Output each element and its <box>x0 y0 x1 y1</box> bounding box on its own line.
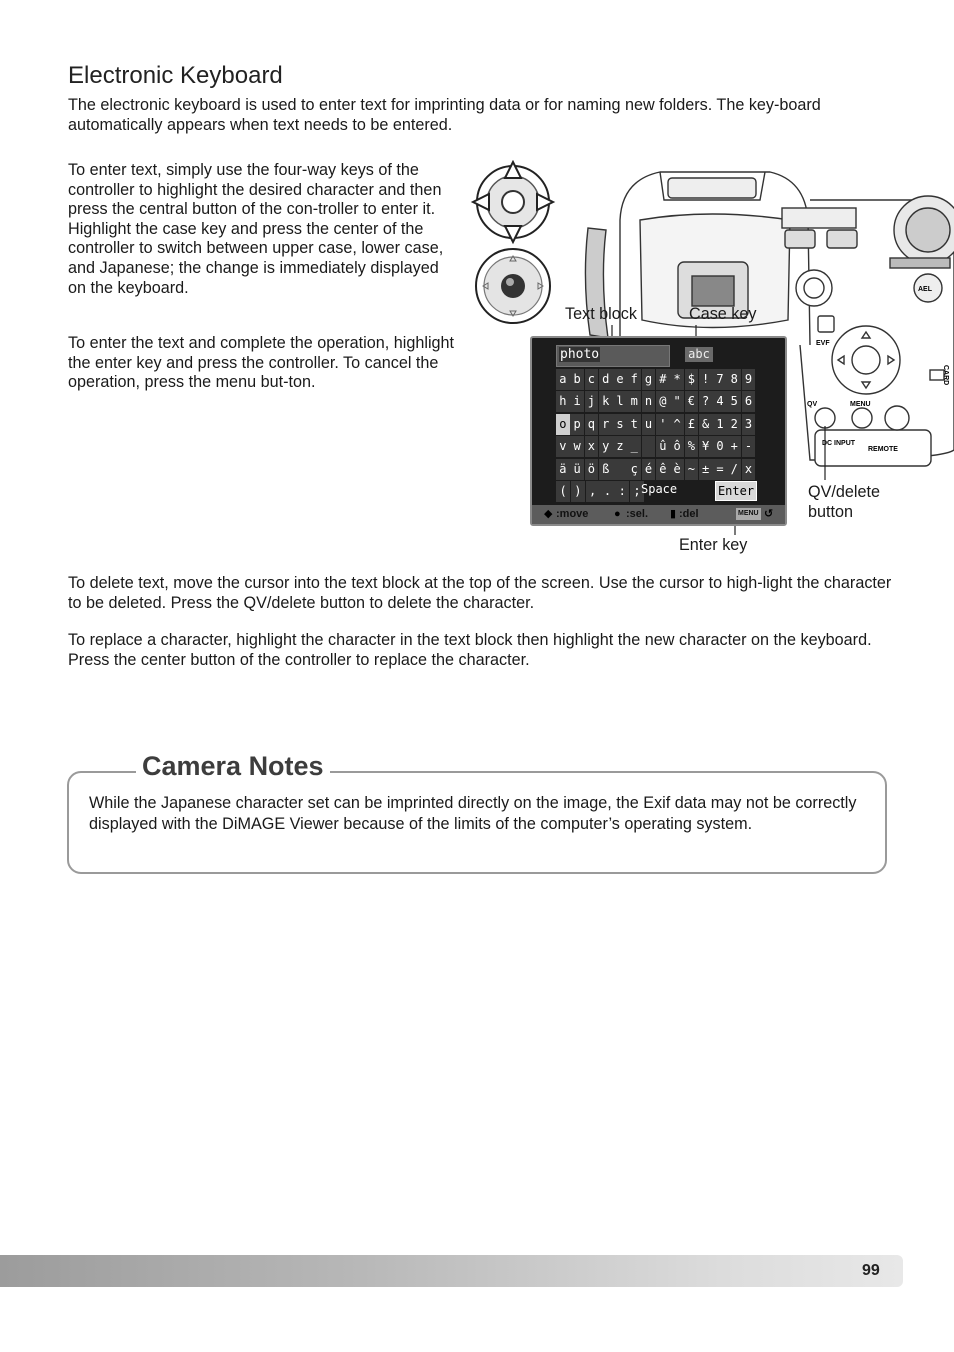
key[interactable]: ¥ <box>699 436 713 457</box>
keyboard-row <box>556 436 756 458</box>
key[interactable]: 9 <box>742 369 756 390</box>
case-key[interactable]: abc <box>685 347 713 362</box>
key[interactable]: 8 <box>727 369 741 390</box>
key[interactable]: , <box>586 481 600 502</box>
key[interactable]: 1 <box>713 414 727 435</box>
key[interactable] <box>613 459 627 480</box>
key[interactable]: i <box>570 391 584 412</box>
delete-hint: :del <box>679 508 699 520</box>
key[interactable]: s <box>613 414 627 435</box>
key[interactable]: ^ <box>670 414 684 435</box>
key[interactable]: ; <box>630 481 644 502</box>
key[interactable]: * <box>670 369 684 390</box>
key[interactable]: + <box>727 436 741 457</box>
key[interactable]: = <box>713 459 727 480</box>
key[interactable]: ) <box>571 481 585 502</box>
dc-input-label: DC INPUT <box>822 440 856 447</box>
key[interactable]: 2 <box>727 414 741 435</box>
key[interactable]: 4 <box>713 391 727 412</box>
enter-key[interactable]: Enter <box>715 481 757 501</box>
key[interactable]: # <box>656 369 670 390</box>
key[interactable]: & <box>699 414 713 435</box>
instruction-paragraph-2: To enter the text and complete the operation, highlight the enter key and press the controller. To cancel the operation, press the menu but-ton. <box>68 334 455 392</box>
key[interactable]: : <box>615 481 629 502</box>
space-key[interactable]: Space <box>641 482 678 496</box>
key[interactable]: @ <box>656 391 670 412</box>
enter-key-callout: Enter key <box>679 536 748 554</box>
key[interactable]: . <box>600 481 614 502</box>
key[interactable]: q <box>585 414 599 435</box>
text-block-field[interactable] <box>556 345 670 367</box>
intro-paragraph: The electronic keyboard is used to enter text for imprinting data or for naming new folders. The key-board automatically appears when text needs to be entered. <box>68 96 821 134</box>
key[interactable]: p <box>570 414 584 435</box>
remote-label: REMOTE <box>868 446 898 453</box>
case-key-callout: Case key <box>689 305 757 323</box>
key[interactable]: n <box>642 391 656 412</box>
key[interactable]: û <box>656 436 670 457</box>
key[interactable]: ê <box>656 459 670 480</box>
lcd-keyboard-screen <box>530 336 787 526</box>
key-selected[interactable]: o <box>556 414 570 435</box>
key[interactable]: é <box>642 459 656 480</box>
keyboard-row <box>556 369 756 391</box>
key[interactable]: ? <box>699 391 713 412</box>
key[interactable]: - <box>742 436 756 457</box>
delete-paragraph: To delete text, move the cursor into the text block at the top of the screen. Use the cursor to high-light the character to be deleted. Press the QV/delete button to delete the character. <box>68 574 892 612</box>
key[interactable]: ± <box>699 459 713 480</box>
key[interactable]: e <box>613 369 627 390</box>
instruction-paragraph-1: To enter text, simply use the four-way keys of the controller to highlight the desired character and then press the central button of the con-troller to enter it. Highlight the case key and press the center of the controller to switch between upper case, lower case, and Japanese; the change is immediately displayed on the keyboard. <box>68 161 444 297</box>
keyboard-row <box>556 414 756 436</box>
key[interactable]: $ <box>685 369 699 390</box>
key[interactable]: ß <box>599 459 613 480</box>
key[interactable]: £ <box>685 414 699 435</box>
center-button-icon: ● <box>614 508 621 520</box>
key[interactable]: / <box>727 459 741 480</box>
key[interactable]: w <box>570 436 584 457</box>
qv-label: QV <box>807 401 818 408</box>
key[interactable]: _ <box>627 436 641 457</box>
keyboard-row <box>556 391 756 413</box>
menu-label: MENU <box>850 401 871 408</box>
key[interactable] <box>642 436 656 457</box>
controller-illustration <box>470 160 560 330</box>
camera-notes-title: Camera Notes <box>136 751 330 782</box>
key[interactable]: x <box>585 436 599 457</box>
key[interactable]: h <box>556 391 570 412</box>
key[interactable]: l <box>613 391 627 412</box>
key[interactable]: 3 <box>742 414 756 435</box>
text-block-value: photo <box>560 347 600 362</box>
key[interactable]: € <box>685 391 699 412</box>
key[interactable]: ô <box>670 436 684 457</box>
trash-icon: ▮ <box>670 508 677 520</box>
key[interactable]: 5 <box>727 391 741 412</box>
card-label: CARD <box>942 365 949 386</box>
move-hint: :move <box>556 508 589 520</box>
key[interactable]: ç <box>627 459 641 480</box>
key[interactable]: k <box>599 391 613 412</box>
key[interactable]: è <box>670 459 684 480</box>
four-way-arrows-icon: ◆ <box>544 508 553 520</box>
key[interactable]: m <box>627 391 641 412</box>
page-number: 99 <box>862 1262 880 1279</box>
menu-button-icon: MENU <box>736 508 761 520</box>
key[interactable]: z <box>613 436 627 457</box>
key[interactable]: 6 <box>742 391 756 412</box>
key[interactable]: ! <box>699 369 713 390</box>
key[interactable]: r <box>599 414 613 435</box>
camera-notes-body: While the Japanese character set can be imprinted directly on the image, the Exif data may not be correctly displayed with the DiMAGE Viewer because of the limits of the computer’s operating system. <box>89 794 857 833</box>
text-block-callout: Text block <box>565 305 637 323</box>
key[interactable]: v <box>556 436 570 457</box>
lcd-help-bar <box>532 505 785 524</box>
return-icon: ↺ <box>764 508 774 520</box>
key[interactable]: y <box>599 436 613 457</box>
key[interactable]: g <box>642 369 656 390</box>
key[interactable]: b <box>570 369 584 390</box>
key[interactable]: ( <box>556 481 570 502</box>
key[interactable]: ö <box>585 459 599 480</box>
key[interactable]: ü <box>570 459 584 480</box>
ael-label: AEL <box>918 286 932 293</box>
evf-label: EVF <box>816 340 830 347</box>
page-footer-bar <box>0 1255 903 1287</box>
keyboard-row <box>556 459 756 481</box>
key[interactable]: 0 <box>713 436 727 457</box>
key[interactable]: 7 <box>713 369 727 390</box>
key[interactable]: ' <box>656 414 670 435</box>
key[interactable]: a <box>556 369 570 390</box>
section-heading: Electronic Keyboard <box>68 62 283 89</box>
key[interactable]: ~ <box>685 459 699 480</box>
key[interactable]: % <box>685 436 699 457</box>
key[interactable]: f <box>627 369 641 390</box>
qv-delete-callout: QV/delete button <box>808 483 880 521</box>
key[interactable]: u <box>642 414 656 435</box>
key[interactable]: ä <box>556 459 570 480</box>
key[interactable]: j <box>585 391 599 412</box>
key[interactable]: c <box>585 369 599 390</box>
key[interactable]: d <box>599 369 613 390</box>
key[interactable]: " <box>670 391 684 412</box>
replace-paragraph: To replace a character, highlight the character in the text block then highlight the new character on the keyboard. Press the center button of the controller to replace the character. <box>68 631 872 669</box>
select-hint: :sel. <box>626 508 649 520</box>
key[interactable]: t <box>627 414 641 435</box>
key[interactable]: x <box>742 459 756 480</box>
